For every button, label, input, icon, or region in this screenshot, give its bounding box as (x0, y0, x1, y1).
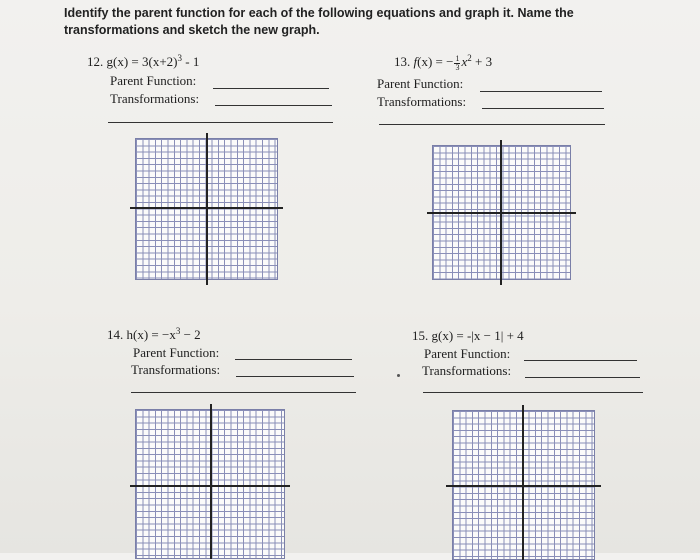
problem-13-transformations-answer-line[interactable] (482, 108, 604, 109)
problem-13-y-axis (500, 140, 502, 285)
problem-15-extra-answer-line[interactable] (423, 392, 643, 393)
problem-13-fraction-numerator: 1 (455, 53, 460, 63)
problem-13-lhs: (x) = − (417, 54, 454, 69)
problem-15-parent-label: Parent Function: (424, 346, 511, 361)
problem-15-y-axis (522, 405, 524, 560)
problem-12-parent-answer-line[interactable] (213, 88, 329, 89)
problem-12-transformations-label: Transformations: (110, 91, 200, 106)
problem-14-transformations-label: Transformations: (131, 362, 221, 377)
problem-12-number: 12. (87, 54, 104, 69)
problem-12-extra-answer-line[interactable] (108, 122, 333, 123)
problem-14-number: 14. (107, 327, 124, 342)
problem-14-tail: − 2 (180, 327, 201, 342)
stray-mark (397, 374, 400, 377)
problem-15-lhs: g(x) = -|x − 1| + 4 (431, 328, 524, 343)
problem-13-fraction-denominator: 3 (455, 62, 460, 72)
problem-15-transformations-label: Transformations: (422, 363, 512, 378)
problem-12-y-axis (206, 133, 208, 285)
problem-13-extra-answer-line[interactable] (379, 124, 605, 125)
problem-12-equation (87, 53, 199, 70)
problem-15-number: 15. (412, 328, 429, 343)
problem-13-number: 13. (394, 54, 411, 69)
instructions: Identify the parent function for each of the following equations and graph it. Name the transformations and sketch the new graph. (64, 6, 574, 37)
problem-14-y-axis (210, 404, 212, 559)
problem-14-parent-answer-line[interactable] (235, 359, 352, 360)
problem-13-exponent: 2 (467, 53, 472, 63)
problem-14-extra-answer-line[interactable] (131, 392, 356, 393)
problem-13-function-name: f (413, 54, 418, 69)
problem-13-term: x (461, 54, 468, 69)
problem-13-parent-label: Parent Function: (377, 76, 464, 91)
problem-14-exponent: 3 (175, 326, 181, 336)
problem-13-equation (394, 53, 492, 72)
problem-14-lhs: h(x) = −x (126, 327, 176, 342)
problem-12-parent-label: Parent Function: (110, 73, 197, 88)
problem-12-tail: - 1 (181, 54, 200, 69)
problem-13-transformations-label: Transformations: (377, 94, 467, 109)
problem-13-parent-answer-line[interactable] (480, 91, 602, 92)
problem-14-equation (107, 326, 201, 343)
problem-12-lhs: g(x) = 3(x+2) (106, 54, 178, 69)
problem-15-equation (412, 328, 524, 344)
problem-14-transformations-answer-line[interactable] (236, 376, 354, 377)
problem-12-transformations-answer-line[interactable] (215, 105, 332, 106)
problem-12-exponent: 3 (177, 53, 182, 63)
problem-13-fraction (454, 55, 460, 72)
problem-15-transformations-answer-line[interactable] (525, 377, 640, 378)
problem-13-tail: + 3 (471, 54, 493, 69)
problem-14-parent-label: Parent Function: (133, 345, 220, 360)
problem-15-parent-answer-line[interactable] (524, 360, 637, 361)
